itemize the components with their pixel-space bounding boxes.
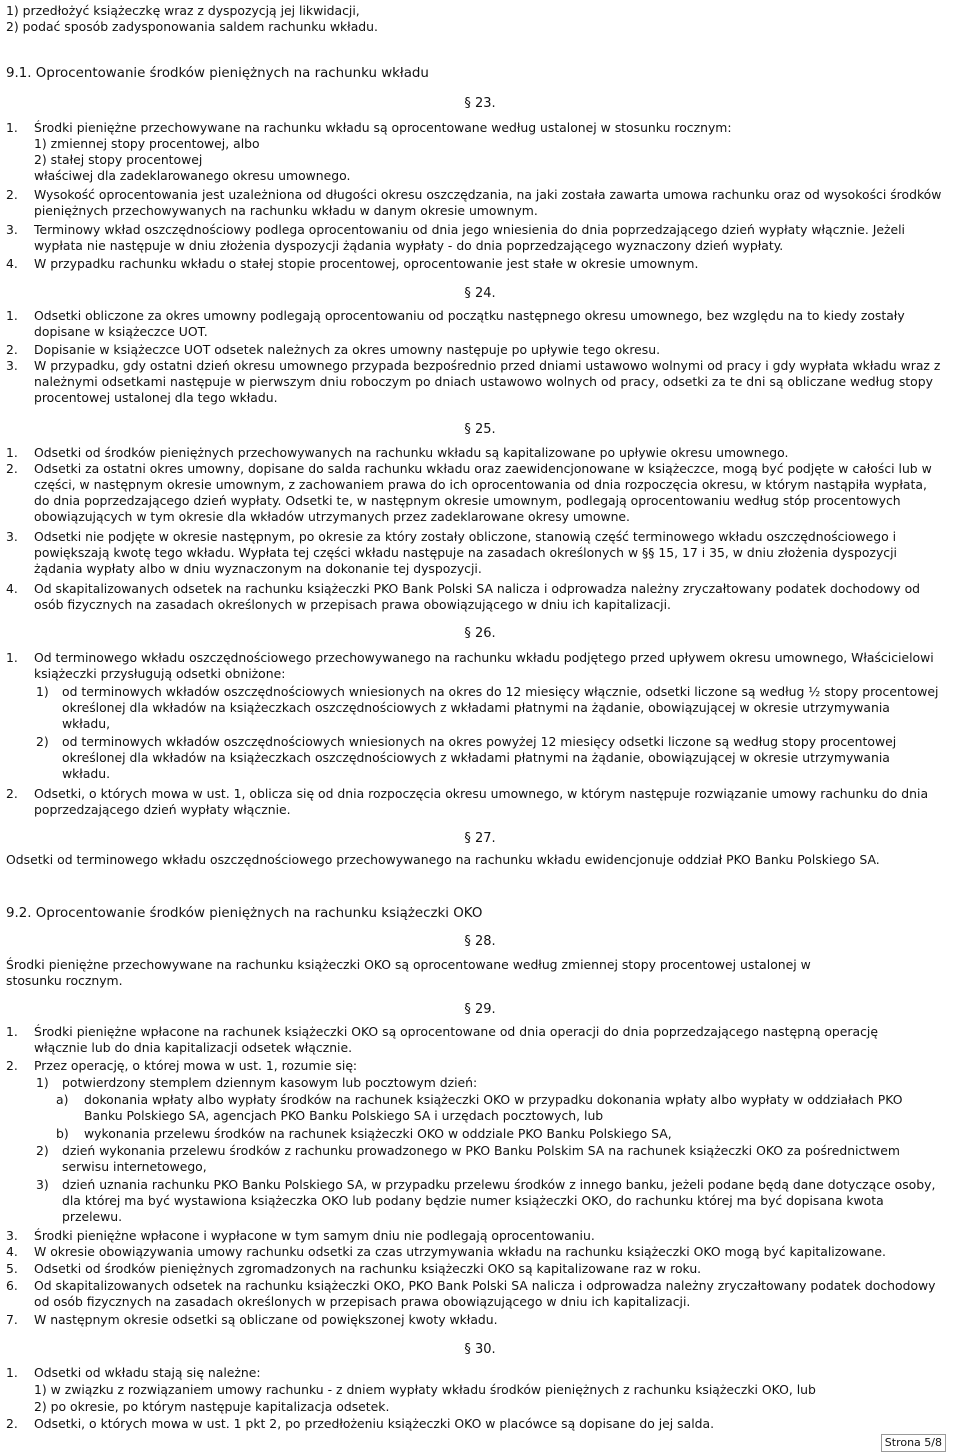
item-number: 2. (6, 187, 18, 202)
list-item: wykonania przelewu środków na rachunek książeczki OKO w oddziale PKO Banku Polskiego SA, (84, 1126, 672, 1141)
paragraph-text: Odsetki, o których mowa w ust. 1, oblicza się od dnia rozpoczęcia okresu umownego, w którym następuje rozwiązanie umowy rachunku do dnia poprzedzającego dzień wypłaty włącznie. (34, 786, 929, 817)
item-number: 2. (6, 1058, 18, 1073)
paragraph-text: W okresie obowiązywania umowy rachunku odsetki za czas utrzymywania wkładu na rachunku książeczki OKO mogą być kapitalizowane. (34, 1244, 886, 1259)
paragraph-text: Wysokość oprocentowania jest uzależniona od długości okresu oszczędzania, na jaki została zawarta umowa rachunku oraz od wysokości środków pieniężnych przechowywanych na rachunku wkładu w danym okresie umownym. (34, 187, 942, 218)
paragraph-text: Dopisanie w książeczce UOT odsetek należnych za okres umowny następuje po upływie tego okresu. (34, 342, 661, 357)
paragraph-text: Środki pieniężne wpłacone i wypłacone w tym samym dniu nie podlegają oprocentowaniu. (34, 1228, 595, 1243)
list-item: 2) stałej stopy procentowej (34, 152, 203, 167)
paragraph-number: § 23. (464, 96, 496, 111)
list-item: od terminowych wkładów oszczędnościowych wniesionych na okres do 12 miesięcy włącznie, odsetki liczone są według ½ stopy procentowej określonej dla wkładów na książeczkach oszczędnościowych z wkładami płatnymi na żądanie, obowiązującej w okresie utrzymywania wkładu, (62, 684, 939, 731)
paragraph-text: Odsetki od środków pieniężnych zgromadzonych na rachunku książeczki OKO są kapitalizowane raz w roku. (34, 1261, 702, 1276)
paragraph-number: § 30. (464, 1342, 496, 1357)
paragraph-text: Przez operację, o której mowa w ust. 1, rozumie się: (34, 1058, 358, 1073)
item-number: 4. (6, 256, 18, 271)
paragraph-text: Odsetki obliczone za okres umowny podlegają oprocentowaniu od początku następnego okresu umownego, bez względu na to kiedy zostały dopisane w książeczce UOT. (34, 308, 905, 339)
paragraph-text: Środki pieniężne przechowywane na rachunku książeczki OKO są oprocentowane według zmiennej stopy procentowej ustalonej w stosunku rocznym. (6, 957, 811, 988)
item-number: 3. (6, 529, 18, 544)
paragraph-number: § 25. (464, 422, 496, 437)
paragraph-text: Od skapitalizowanych odsetek na rachunku książeczki PKO Bank Polski SA nalicza i odprowadza należny zryczałtowany podatek dochodowy od osób fizycznych na zasadach określonych w przepisach prawa obowiązującego w dniu ich kapitalizacji. (34, 581, 921, 612)
item-number: 5. (6, 1261, 18, 1276)
item-number: 1. (6, 650, 18, 665)
item-number: 1. (6, 308, 18, 323)
paragraph-text: Od terminowego wkładu oszczędnościowego przechowywanego na rachunku wkładu podjętego przed upływem okresu umownego, Właścicielowi książeczki przysługują odsetki obniżone: (34, 650, 934, 681)
list-item: 1) przedłożyć książeczkę wraz z dyspozycją jej likwidacji, (6, 3, 360, 18)
paragraph-number: § 24. (464, 286, 496, 301)
paragraph-number: § 27. (464, 831, 496, 846)
paragraph-text: Od skapitalizowanych odsetek na rachunku książeczki OKO, PKO Bank Polski SA nalicza i odprowadza należny zryczałtowany podatek dochodowy od osób fizycznych na zasadach określonych w przepisach prawa obowiązującego w dniu ich kapitalizacji. (34, 1278, 936, 1309)
item-number: 7. (6, 1312, 18, 1327)
paragraph-text: Odsetki od terminowego wkładu oszczędnościowego przechowywanego na rachunku wkładu ewidencjonuje oddział PKO Banku Polskiego SA. (6, 852, 880, 867)
item-number: 2. (6, 786, 18, 801)
list-item: 2) podać sposób zadysponowania saldem rachunku wkładu. (6, 19, 378, 34)
list-item: dzień uznania rachunku PKO Banku Polskiego SA, w przypadku przelewu środków z innego banku, jeżeli podane będą dane dotyczące osoby, dla której ma być wystawiona książeczka OKO lub podany będzie numer książeczki OKO, do rachunku której ma być dopisana kwota przelewu. (62, 1177, 936, 1224)
paragraph-text: Odsetki od środków pieniężnych przechowywanych na rachunku wkładu są kapitalizowane po upływie okresu umownego. (34, 445, 789, 460)
list-item: 1) w związku z rozwiązaniem umowy rachunku - z dniem wypłaty wkładu środków pieniężnych z rachunku książeczki OKO, lub (34, 1382, 816, 1397)
paragraph-text: Środki pieniężne wpłacone na rachunek książeczki OKO są oprocentowane od dnia operacji do dnia poprzedzającego następną operację włącznie lub do dnia kapitalizacji odsetek włącznie. (34, 1024, 878, 1055)
item-number: 2. (6, 342, 18, 357)
item-number: 2. (6, 1416, 18, 1431)
item-number: 2) (36, 734, 49, 749)
paragraph-text: Odsetki nie podjęte w okresie następnym, po okresie za który zostały obliczone, stanowią część terminowego wkładu oszczędnościowego i powiększają kwotę tego wkładu. Wypłata tej części wkładu następuje na zasadach określonych w §§ 15, 17 i 35, w dniu złożenia dyspozycji żądania wypłaty albo w dniu wyznaczonym na dokonanie tej dyspozycji. (34, 529, 897, 576)
item-number: 4. (6, 1244, 18, 1259)
list-item: dzień wykonania przelewu środków z rachunku prowadzonego w PKO Banku Polskim SA na rachunek książeczki OKO za pośrednictwem serwisu internetowego, (62, 1143, 900, 1174)
item-number: 2) (36, 1143, 49, 1158)
item-number: 3. (6, 1228, 18, 1243)
paragraph-text: Odsetki od wkładu stają się należne: (34, 1365, 261, 1380)
paragraph-text: Odsetki za ostatni okres umowny, dopisane do salda rachunku wkładu oraz zaewidencjonowane w książeczce, mogą być podjęte w całości lub w części, w następnym okresie umownym, z zachowaniem prawa do ich oprocentowania od dnia rozpoczęcia okresu, w którym nastąpiła wypłata, do dnia poprzedzającego dzień wypłaty. Odsetki te, w następnym okresie umownym, podlegają oprocentowaniu według stóp procentowych obowiązujących w tym okresie dla wkładów utrzymanych przez zadeklarowane okresy umowne. (34, 461, 932, 524)
section-heading: 9.1. Oprocentowanie środków pieniężnych na rachunku wkładu (6, 66, 429, 81)
list-item: od terminowych wkładów oszczędnościowych wniesionych na okres powyżej 12 miesięcy odsetki liczone są według stopy procentowej określonej dla wkładów na książeczkach oszczędnościowych z wkładami płatnymi na żądanie, obowiązującej w okresie utrzymywania wkładu. (62, 734, 897, 781)
section-heading: 9.2. Oprocentowanie środków pieniężnych na rachunku książeczki OKO (6, 906, 483, 921)
list-item: potwierdzony stemplem dziennym kasowym lub pocztowym dzień: (62, 1075, 478, 1090)
list-item: dokonania wpłaty albo wypłaty środków na rachunek książeczki OKO w przypadku dokonania wpłaty albo wypłaty w oddziałach PKO Banku Polskiego SA, agencjach PKO Banku Polskiego SA i urzędach pocztowych, lub (84, 1092, 903, 1123)
list-item: 1) zmiennej stopy procentowej, albo (34, 136, 260, 151)
paragraph-number: § 26. (464, 626, 496, 641)
item-number: 1) (36, 684, 49, 699)
item-number: 1. (6, 1024, 18, 1039)
paragraph-text: W przypadku, gdy ostatni dzień okresu umownego przypada bezpośrednio przed dniami ustawowo wolnymi od pracy i gdy wypłata wkładu wraz z należnymi odsetkami następuje w pierwszym dniu roboczym po dniach ustawowo wolnych od pracy, odsetki za te dni są obliczane według stopy procentowej ustalonej dla tego wkładu. (34, 358, 941, 405)
paragraph-number: § 29. (464, 1002, 496, 1017)
list-item: 2) po okresie, po którym następuje kapitalizacja odsetek. (34, 1399, 390, 1414)
item-number: 3. (6, 222, 18, 237)
item-number: 2. (6, 461, 18, 476)
item-number: 3) (36, 1177, 49, 1192)
paragraph-text: Odsetki, o których mowa w ust. 1 pkt 2, po przedłożeniu książeczki OKO w placówce są dopisane do jej salda. (34, 1416, 715, 1431)
page-number: Strona 5/8 (881, 1434, 946, 1452)
paragraph-number: § 28. (464, 934, 496, 949)
item-number: 3. (6, 358, 18, 373)
item-number: 4. (6, 581, 18, 596)
paragraph-text: W następnym okresie odsetki są obliczane od powiększonej kwoty wkładu. (34, 1312, 498, 1327)
paragraph-text: W przypadku rachunku wkładu o stałej stopie procentowej, oprocentowanie jest stałe w okresie umownym. (34, 256, 699, 271)
item-number: b) (56, 1126, 69, 1141)
item-number: 1) (36, 1075, 49, 1090)
paragraph-text: właściwej dla zadeklarowanego okresu umownego. (34, 168, 351, 183)
item-number: a) (56, 1092, 69, 1107)
paragraph-text: Środki pieniężne przechowywane na rachunku wkładu są oprocentowane według ustalonej w stosunku rocznym: (34, 120, 732, 135)
item-number: 6. (6, 1278, 18, 1293)
item-number: 1. (6, 445, 18, 460)
item-number: 1. (6, 1365, 18, 1380)
paragraph-text: Terminowy wkład oszczędnościowy podlega oprocentowaniu od dnia jego wniesienia do dnia poprzedzającego dzień wypłaty włącznie. Jeżeli wypłata nie następuje w dniu złożenia dyspozycji żądania wypłaty - do dnia poprzedzającego wyznaczony dzień wypłaty. (34, 222, 905, 253)
item-number: 1. (6, 120, 18, 135)
